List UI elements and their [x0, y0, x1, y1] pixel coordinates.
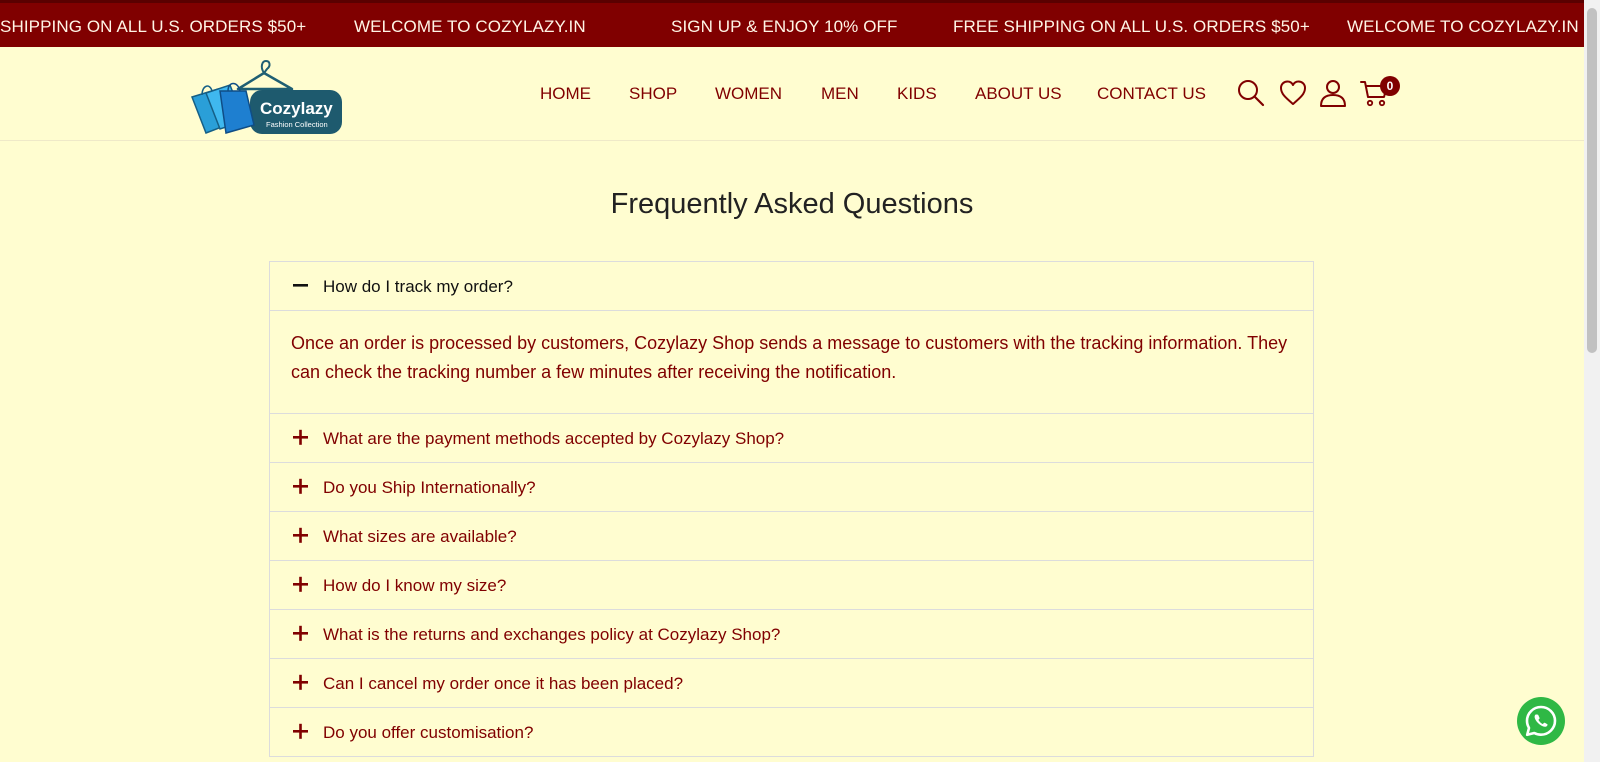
search-icon[interactable]: [1236, 78, 1266, 108]
plus-icon: [290, 426, 312, 448]
plus-icon: [290, 573, 312, 595]
logo-tagline: Fashion Collection: [266, 120, 328, 129]
faq-question-text: What is the returns and exchanges policy at Cozylazy Shop?: [323, 625, 781, 644]
faq-accordion: [269, 261, 1314, 757]
nav-women[interactable]: WOMEN: [715, 84, 783, 103]
faq-question-text: What are the payment methods accepted by Cozylazy Shop?: [323, 429, 785, 448]
whatsapp-icon: [1517, 697, 1565, 745]
faq-question[interactable]: [270, 610, 1313, 659]
site-logo[interactable]: [180, 53, 348, 137]
faq-question[interactable]: [270, 708, 1313, 757]
nav-shop[interactable]: SHOP: [629, 84, 678, 103]
site-header: [0, 47, 1584, 141]
heart-icon[interactable]: [1278, 78, 1308, 108]
faq-question[interactable]: [270, 463, 1313, 512]
nav-men[interactable]: MEN: [821, 84, 859, 103]
plus-icon: [290, 524, 312, 546]
faq-question[interactable]: [270, 262, 1313, 311]
announcement-message: SIGN UP & ENJOY 10% OFF: [671, 17, 898, 36]
plus-icon: [290, 720, 312, 742]
faq-question-text: How do I know my size?: [323, 576, 507, 595]
plus-icon: [290, 622, 312, 644]
user-icon[interactable]: [1318, 78, 1348, 108]
faq-question-text: How do I track my order?: [323, 277, 513, 296]
page-scrollbar[interactable]: [1584, 0, 1600, 762]
nav-kids[interactable]: KIDS: [897, 84, 937, 103]
page-title: Frequently Asked Questions: [610, 188, 974, 220]
faq-question[interactable]: [270, 512, 1313, 561]
faq-question[interactable]: [270, 414, 1313, 463]
faq-answer: Once an order is processed by customers, Cozylazy Shop sends a message to customers with the tracking information. They can check the tracking number a few minutes after receiving the notification.: [270, 311, 1313, 414]
whatsapp-chat-button[interactable]: [1517, 697, 1565, 745]
minus-icon: [290, 274, 312, 296]
faq-question-text: Do you Ship Internationally?: [323, 478, 536, 497]
announcement-message: FREE SHIPPING ON ALL U.S. ORDERS $50+: [953, 17, 1310, 36]
logo-brand: Cozylazy: [260, 99, 333, 118]
faq-question-text: What sizes are available?: [323, 527, 517, 546]
announcement-message: WELCOME TO COZYLAZY.IN: [1347, 17, 1579, 36]
nav-contact-us[interactable]: CONTACT US: [1097, 84, 1206, 103]
announcement-message: SHIPPING ON ALL U.S. ORDERS $50+: [0, 17, 307, 36]
faq-question-text: Do you offer customisation?: [323, 723, 534, 742]
scrollbar-thumb[interactable]: [1587, 8, 1597, 353]
nav-about-us[interactable]: ABOUT US: [975, 84, 1062, 103]
logo-graphic: [180, 53, 348, 137]
plus-icon: [290, 671, 312, 693]
faq-question-text: Can I cancel my order once it has been placed?: [323, 674, 684, 693]
nav-home[interactable]: HOME: [540, 84, 591, 103]
announcement-message: WELCOME TO COZYLAZY.IN: [354, 17, 586, 36]
faq-question[interactable]: [270, 659, 1313, 708]
plus-icon: [290, 475, 312, 497]
cart-count-badge: 0: [1380, 76, 1400, 96]
faq-question[interactable]: [270, 561, 1313, 610]
announcement-bar: [0, 0, 1584, 47]
